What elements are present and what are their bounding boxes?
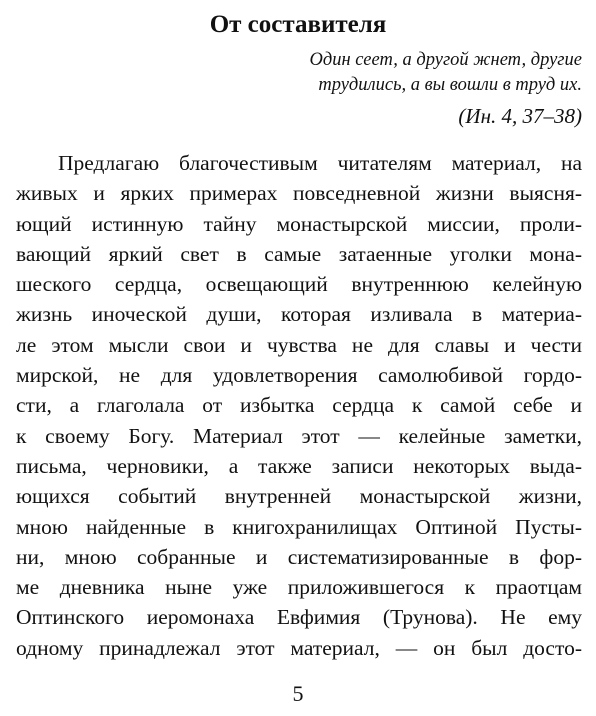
epigraph (162, 48, 582, 131)
text-line: живых и ярких примерах повседневной жизни выясня- (16, 181, 582, 206)
text-line: мною найденные в книгохранилищах Оптиной Пусты- (16, 514, 582, 539)
text-line: Предлагаю благочестивым читателям материал, на (58, 151, 582, 175)
text-line: сти, а глаголала от избытка сердца к самой себе и (16, 393, 582, 418)
epigraph-line: трудились, а вы вошли в труд их. (318, 74, 582, 95)
text-line: Оптинского иеромонаха Евфимия (Трунова). Не ему (16, 605, 582, 630)
text-line: вающий яркий свет в самые затаенные уголки мона- (16, 241, 582, 266)
text-line: одному принадлежал этот материал, — он был досто- (16, 635, 582, 660)
text-line: жизнь иноческой души, которая изливала в материа- (16, 302, 582, 327)
page-number: 5 (292, 681, 304, 706)
text-line: ме дневника ныне уже приложившегося к праотцам (16, 575, 582, 600)
section-heading: От составителя (209, 11, 387, 38)
text-line: ющихся событий внутренней монастырской жизни, (16, 484, 582, 509)
text-line: шеского сердца, освещающий внутреннюю келейную (16, 272, 582, 297)
text-line: ни, мною собранные и систематизированные в фор- (16, 544, 582, 569)
text-line: ющий истинную тайну монастырской миссии, проли- (16, 211, 582, 236)
text-line: мирской, не для удовлетворения самолюбивой гордо- (16, 363, 582, 388)
text-line: письма, черновики, а также записи некоторых выда- (16, 453, 582, 478)
text-line: ле этом мысли свои и чувства не для славы и чести (16, 332, 582, 357)
text-line: к своему Богу. Материал этот — келейные заметки, (16, 423, 582, 448)
epigraph-reference: (Ин. 4, 37–38) (458, 104, 582, 128)
epigraph-line: Один сеет, а другой жнет, другие (309, 50, 582, 70)
body-paragraph (16, 148, 582, 663)
